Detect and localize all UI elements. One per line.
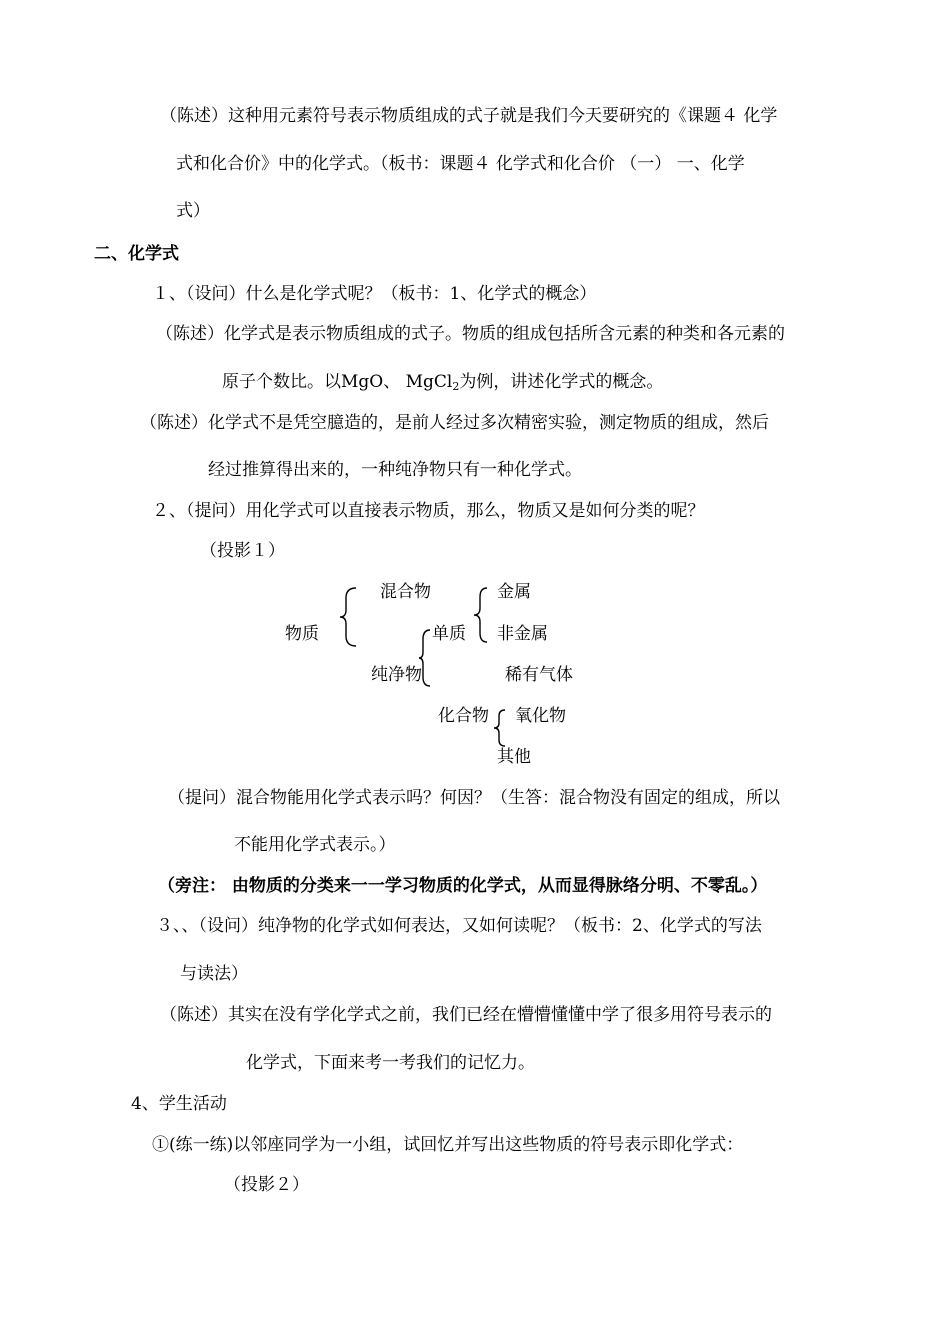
brace-element <box>472 586 490 644</box>
side-note: （旁注： 由物质的分类来一一学习物质的化学式，从而显得脉络分明、不零乱。） <box>158 876 768 896</box>
tree-element: 单质 <box>432 624 466 644</box>
section-heading: 二、化学式 <box>94 244 179 264</box>
step-1: １、（设问）什么是化学式呢？（板书：1、化学式的概念） <box>152 284 597 304</box>
para-memory-line-1: （陈述）其实在没有学化学式之前，我们已经在懵懵懂懂中学了很多用符号表示的 <box>160 1005 772 1025</box>
para-intro-line-1: （陈述）这种用元素符号表示物质组成的式子就是我们今天要研究的《课题４ 化学 <box>160 106 778 126</box>
step-3-line-1: ３、、（设问）纯净物的化学式如何表达，又如何读呢？（板书：2、化学式的写法 <box>156 916 762 936</box>
tree-oxide: 氧化物 <box>515 706 566 726</box>
projection-1-label: （投影１） <box>200 541 285 561</box>
projection-2-label: （投影２） <box>224 1175 309 1195</box>
tree-nonmetal: 非金属 <box>497 624 548 644</box>
step-4: 4、学生活动 <box>131 1094 227 1114</box>
para-origin-line-1: （陈述）化学式不是凭空臆造的，是前人经过多次精密实验，测定物质的组成，然后 <box>140 413 769 433</box>
para-memory-line-2: 化学式，下面来考一考我们的记忆力。 <box>246 1053 535 1073</box>
brace-root <box>338 586 360 648</box>
step-2: ２、（提问）用化学式可以直接表示物质，那么，物质又是如何分类的呢？ <box>152 501 705 521</box>
brace-compound <box>492 708 508 748</box>
para-origin-line-2: 经过推算得出来的，一种纯净物只有一种化学式。 <box>208 460 582 480</box>
tree-noble-gas: 稀有气体 <box>505 665 573 685</box>
para-question-line-1: （提问）混合物能用化学式表示吗？何因？（生答：混合物没有固定的组成，所以 <box>168 788 780 808</box>
para-definition-line-2: 原子个数比。以MgO、 MgCl$_2$为例，讲述化学式的概念。 <box>222 372 664 393</box>
tree-pure: 纯净物 <box>371 665 422 685</box>
brace-pure <box>417 628 433 688</box>
para-intro-line-2: 式和化合价》中的化学式。（板书：课题４ 化学式和化合价 （一） 一、化学 <box>176 154 745 174</box>
tree-metal: 金属 <box>497 582 531 602</box>
tree-compound: 化合物 <box>438 706 489 726</box>
para-intro-line-3: 式） <box>176 201 210 221</box>
step-3-line-2: 与读法） <box>180 964 248 984</box>
step-4-exercise: ①(练一练)以邻座同学为一小组，试回忆并写出这些物质的符号表示即化学式： <box>152 1135 744 1155</box>
tree-root: 物质 <box>285 624 319 644</box>
para-question-line-2: 不能用化学式表示。） <box>234 835 396 855</box>
tree-other: 其他 <box>497 747 531 767</box>
tree-mixture: 混合物 <box>380 582 431 602</box>
para-definition-line-1: （陈述）化学式是表示物质组成的式子。物质的组成包括所含元素的种类和各元素的 <box>156 324 785 344</box>
